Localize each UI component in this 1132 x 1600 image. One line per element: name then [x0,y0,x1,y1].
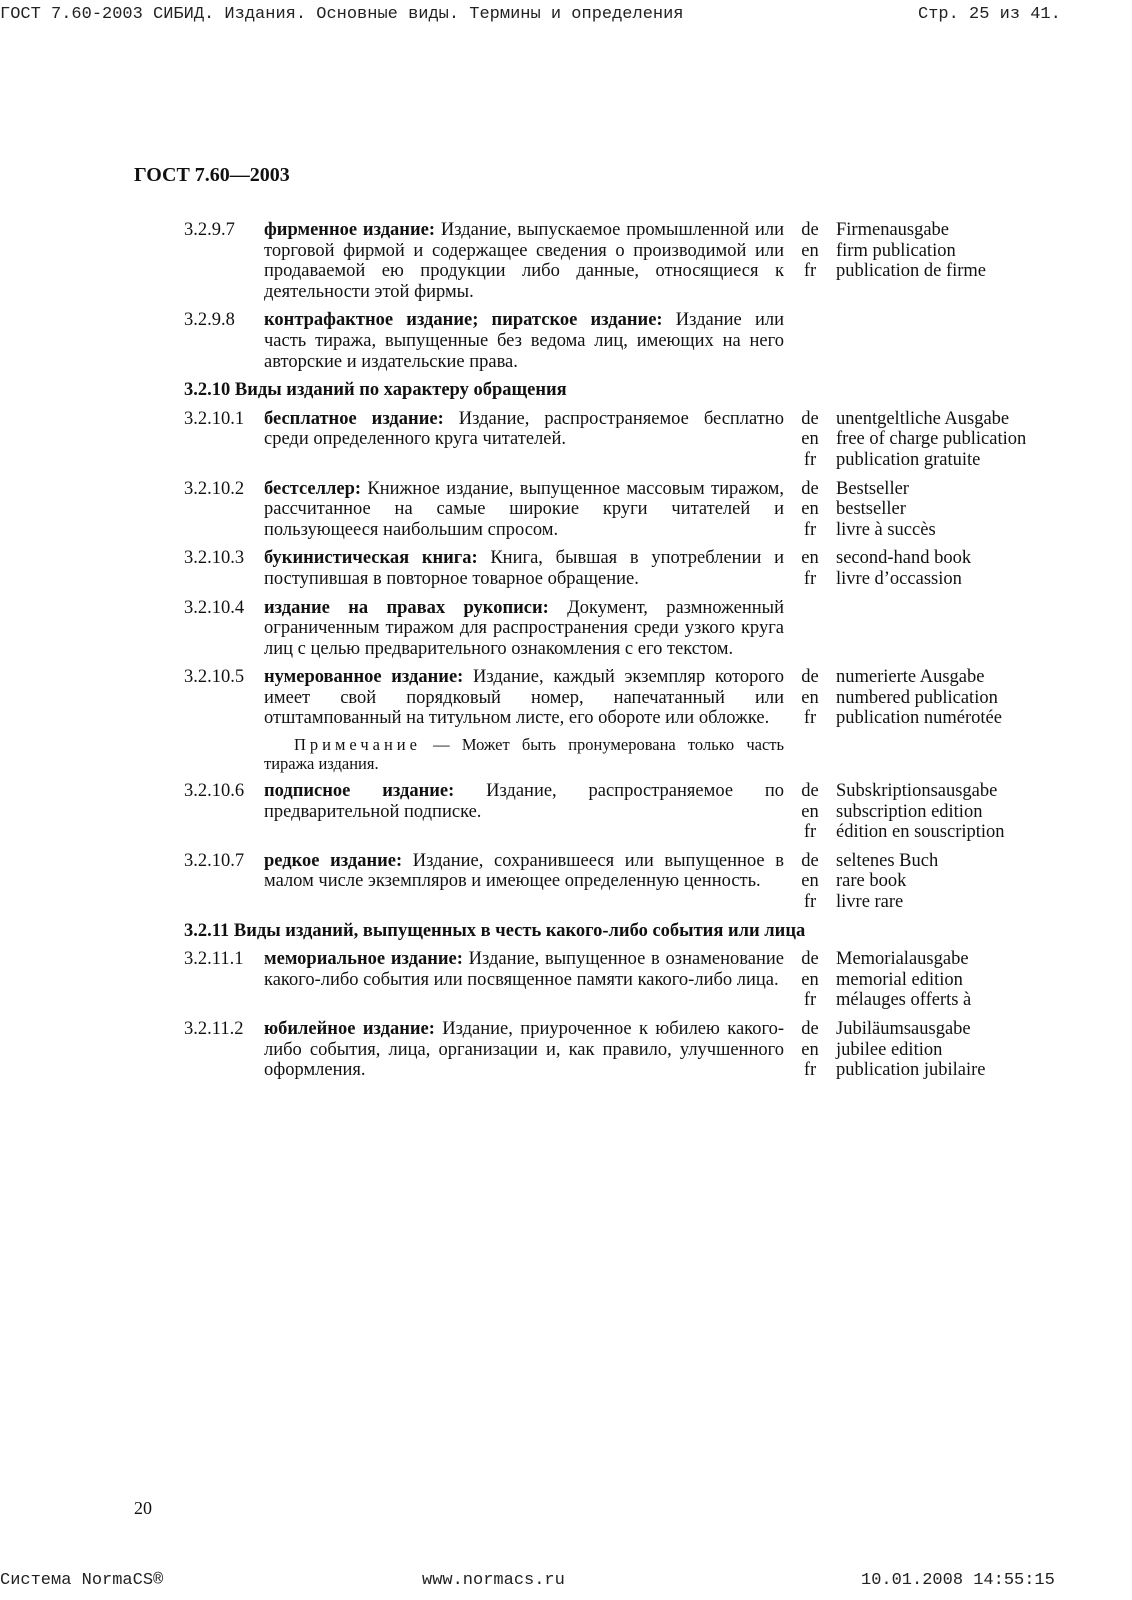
footer-site-link[interactable]: www.normacs.ru [422,1571,565,1590]
term-entry [184,1019,1064,1081]
term-number: 3.2.10.4 [184,597,245,618]
term-definition [264,598,784,660]
translation-term: Subskriptionsausgabe [836,781,998,802]
document-code: ГОСТ 7.60—2003 [134,164,290,186]
note [264,735,784,773]
page-number: 20 [134,1498,152,1518]
translation-term: numerierte Ausgabe [836,667,985,688]
definition-text: Издание, выпускаемое промышленной или торговой фирмой и содержащее сведения о производимой или продаваемой ею продукции либо данные, относящиеся к деятельности этой фирмы. [264,220,784,302]
lang-code: de [801,408,819,429]
translation-term: édition en souscription [836,822,1005,843]
term-entry [184,851,1064,913]
lang-code: en [801,801,819,822]
term-name: контрафактное издание; пиратское издание: [264,310,663,331]
term-name: мемориальное издание: [264,949,463,970]
translation-term: publication gratuite [836,449,981,470]
translation-term: Firmenausgabe [836,220,950,240]
lang-code: de [801,850,819,871]
translation-term: Jubiläumsausgabe [836,1019,971,1039]
translation-term: free of charge publication [836,429,1027,450]
translation-term: bestseller [836,499,906,520]
term-name: юбилейное издание: [264,1019,435,1039]
term-definition [264,310,784,372]
lang-code: en [801,871,819,892]
definition-text: Издание, приуроченное к юбилею какого-либо события, лица, организации и, как правило, улучшенного оформления. [264,1019,784,1081]
lang-code: en [801,240,819,261]
note-lead: Примечание [294,735,421,755]
term-number: 3.2.9.7 [184,220,235,240]
definition-text: Издание, распространяемое по предварительной подписке. [264,781,784,822]
translation-term: subscription edition [836,801,983,822]
lang-code: de [801,478,819,499]
term-name: нумерованное издание: [264,667,464,688]
lang-code: fr [803,708,817,729]
term-definition [264,479,784,541]
term-number: 3.2.10.3 [184,548,245,569]
term-name: фирменное издание: [264,220,435,240]
translation-term: publication numérotée [836,708,1002,729]
note-text: — Может быть пронумерована только часть тиража издания. [264,735,784,774]
term-entry [184,220,1064,302]
translation-term: Memorialausgabe [836,949,969,970]
term-number: 3.2.10.7 [184,850,245,871]
lang-code: en [801,548,819,569]
translations [798,220,986,302]
lang-code: fr [803,568,817,589]
section-heading: 3.2.10 Виды изданий по характеру обращения [184,380,567,401]
definition-text: Издание, распространяемое бесплатно среди определенного круга читателей. [264,408,784,450]
translations [798,548,971,589]
term-name: бестселлер: [264,478,362,499]
lang-code: fr [803,261,817,282]
term-entry [184,310,1064,372]
lang-code: en [801,687,819,708]
term-number: 3.2.11.1 [184,949,244,970]
footer-datetime: 10.01.2008 14:55:15 [861,1571,1055,1590]
term-definition [264,781,784,843]
lang-code: de [801,220,819,240]
lang-code: de [801,781,819,802]
term-name: бесплатное издание: [264,408,444,429]
term-entry [184,667,1064,729]
term-entry [184,598,1064,660]
translation-term: memorial edition [836,969,963,990]
term-number: 3.2.11.2 [184,1019,244,1039]
translations [798,409,1026,471]
translation-term: second-hand book [836,548,972,569]
lang-code: en [801,429,819,450]
translation-term: Bestseller [836,478,909,499]
header-page-counter: Стр. 25 из 41. [918,5,1061,24]
term-number: 3.2.10.2 [184,478,245,499]
definition-text: Издание, сохранившееся или выпущенное в малом числе экземпляров и имеющее определенную ценность. [264,850,784,892]
translation-term: livre d’occassion [836,568,962,589]
lang-code: en [801,1039,819,1060]
term-definition [264,667,784,729]
header-title: ГОСТ 7.60-2003 СИБИД. Издания. Основные виды. Термины и определения [0,5,684,24]
translation-term: livre rare [836,892,904,913]
definition-text: Книга, бывшая в употреблении и поступившая в повторное товарное обращение. [264,548,784,589]
lang-code: en [801,499,819,520]
footer-system: Система NormaCS® [0,1571,164,1590]
translation-term: livre à succès [836,519,936,540]
term-name: издание на правах рукописи: [264,597,549,618]
lang-code: de [801,667,819,688]
term-definition [264,409,784,471]
term-entry [184,949,1064,1011]
term-definition [264,851,784,913]
translations [798,1019,986,1081]
definition-text: Издание, каждый экземпляр которого имеет свой порядковый номер, напечатанный или отштампованный на титульном листе, его обороте или обложке. [264,667,784,729]
terms-list [184,220,1064,1089]
translation-term: rare book [836,871,907,892]
lang-code: fr [803,892,817,913]
translations [798,851,938,913]
lang-code: en [801,969,819,990]
translations [798,781,1005,843]
translation-term: publication jubilaire [836,1060,986,1081]
term-name: редкое издание: [264,850,403,871]
lang-code: fr [803,822,817,843]
term-number: 3.2.10.6 [184,781,245,802]
translation-term: publication de firme [836,261,987,282]
lang-code: fr [803,1060,817,1081]
term-entry [184,548,1064,589]
lang-code: fr [803,449,817,470]
translations [798,949,971,1011]
term-definition [264,1019,784,1081]
lang-code: de [801,1019,819,1039]
term-entry [184,409,1064,471]
translation-term: seltenes Buch [836,850,939,871]
term-entry [184,479,1064,541]
lang-code: de [801,949,819,970]
lang-code: fr [803,519,817,540]
term-entry [184,781,1064,843]
section-heading: 3.2.11 Виды изданий, выпущенных в честь какого-либо события или лица [184,920,806,941]
definition-text: Документ, размноженный ограниченным тиражом для распространения среди узкого круга лиц с целью предварительного ознакомления с его текстом. [264,597,784,659]
definition-text: Книжное издание, выпущенное массовым тиражом, рассчитанное на самые широкие круги читателей и пользующееся наибольшим спросом. [264,478,784,540]
translation-term: numbered publication [836,687,998,708]
translations [798,667,1002,729]
term-definition [264,548,784,589]
term-name: подписное издание: [264,781,455,802]
translation-term: firm publication [836,240,956,261]
term-definition [264,949,784,1011]
translation-term: jubilee edition [836,1039,943,1060]
definition-text: Издание, выпущенное в ознаменование какого-либо события или посвященное памяти какого-либо лица. [264,949,784,990]
term-number: 3.2.10.5 [184,667,245,688]
translation-term: unentgeltliche Ausgabe [836,408,1010,429]
definition-text: Издание или часть тиража, выпущенные без ведома лиц, имеющих на него авторские и издательские права. [264,310,784,372]
term-name: букинистическая книга: [264,548,478,569]
lang-code: fr [803,990,817,1011]
term-number: 3.2.9.8 [184,310,235,331]
term-number: 3.2.10.1 [184,408,245,429]
translations [798,479,936,541]
term-definition [264,220,784,302]
translation-term: mélauges offerts à [836,990,972,1011]
